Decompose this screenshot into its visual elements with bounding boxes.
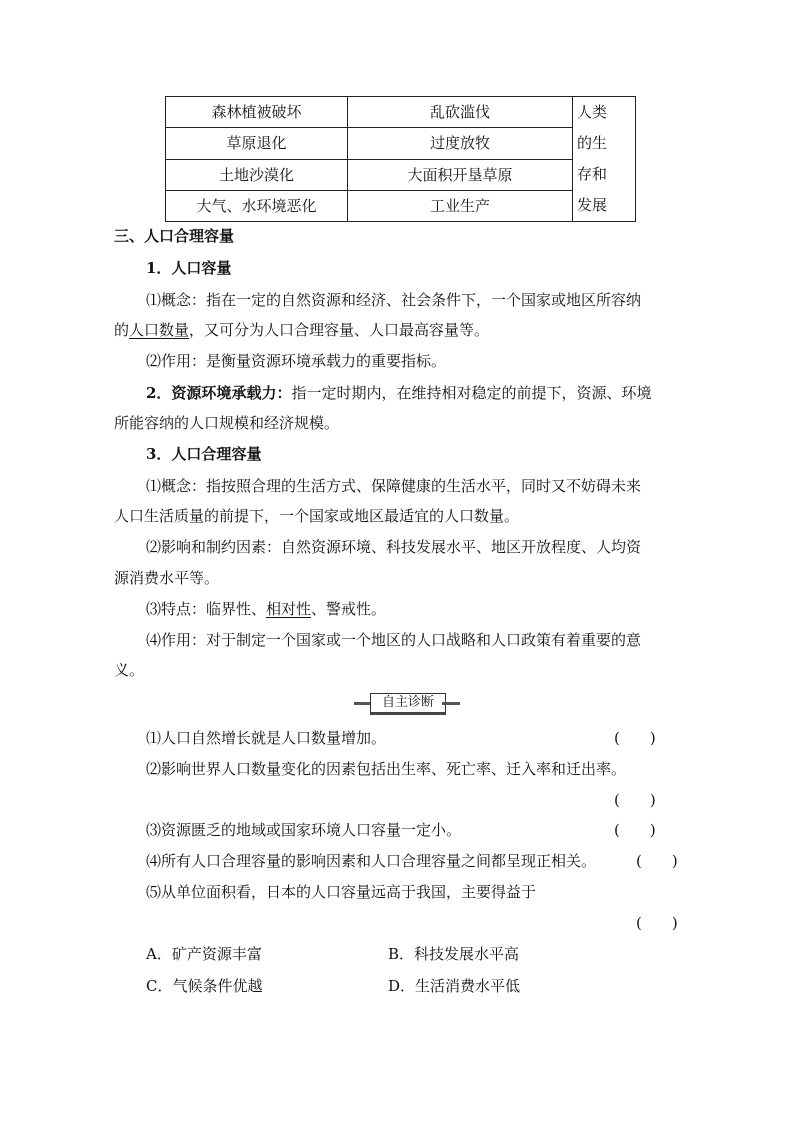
- paragraph-line: ⑵影响和制约因素：自然资源环境、科技发展水平、地区开放程度、人均资: [146, 538, 642, 556]
- table-cell-impact: [573, 97, 636, 222]
- paragraph-line: ⑷作用：对于制定一个国家或一个地区的人口战略和人口政策有着重要的意: [146, 631, 642, 649]
- table-cell-problem: 草原退化: [166, 128, 348, 159]
- answer-parentheses[interactable]: ( ): [614, 791, 656, 809]
- option-b[interactable]: B．科技发展水平高: [388, 945, 520, 963]
- table-row: [166, 190, 636, 221]
- answer-parentheses[interactable]: ( ): [614, 821, 656, 839]
- table-row: [166, 97, 636, 128]
- answer-parentheses[interactable]: ( ): [636, 914, 678, 932]
- impact-line: 存和: [577, 165, 608, 183]
- paragraph-line: 人口生活质量的前提下，一个国家或地区最适宜的人口数量。: [114, 507, 520, 525]
- environment-problems-table: [165, 96, 636, 222]
- impact-line: 人类: [577, 103, 608, 121]
- impact-line: 发展: [577, 196, 608, 214]
- option-d[interactable]: D．生活消费水平低: [388, 977, 521, 995]
- paragraph-line: 的人口数量，又可分为人口合理容量、人口最高容量等。: [114, 321, 490, 339]
- table-cell-cause: 乱砍滥伐: [348, 97, 573, 128]
- paragraph-line: 源消费水平等。: [114, 569, 220, 587]
- paragraph-line: ⑵作用：是衡量资源环境承载力的重要指标。: [146, 352, 447, 370]
- option-c[interactable]: C．气候条件优越: [146, 977, 263, 995]
- section-heading: 三、人口合理容量: [114, 227, 235, 245]
- paragraph-line: 所能容纳的人口规模和经济规模。: [114, 414, 340, 432]
- question-item: ⑷所有人口合理容量的影响因素和人口合理容量之间都呈现正相关。: [146, 852, 597, 870]
- subsection-heading: 1．人口容量: [146, 259, 232, 277]
- table-cell-problem: 森林植被破坏: [166, 97, 348, 128]
- paragraph-line: ⑴概念：指在一定的自然资源和经济、社会条件下，一个国家或地区所容纳: [146, 291, 642, 309]
- subsection-heading: 3．人口合理容量: [146, 445, 262, 463]
- answer-parentheses[interactable]: ( ): [636, 852, 678, 870]
- table-cell-cause: 大面积开垦草原: [348, 159, 573, 190]
- term-heading: 2．资源环境承载力：: [146, 384, 292, 402]
- table-row: [166, 159, 636, 190]
- table-row: [166, 128, 636, 159]
- question-item: ⑵影响世界人口数量变化的因素包括出生率、死亡率、迁入率和迁出率。: [146, 760, 627, 778]
- badge-label: 自主诊断: [370, 693, 446, 715]
- self-diagnosis-badge: [354, 693, 460, 713]
- paragraph-line: ⑴概念：指按照合理的生活方式、保障健康的生活水平，同时又不妨碍未来: [146, 477, 642, 495]
- answer-parentheses[interactable]: ( ): [614, 729, 656, 747]
- impact-line: 的生: [577, 134, 608, 152]
- paragraph-line: 2．资源环境承载力：指一定时期内，在维持相对稳定的前提下，资源、环境: [146, 384, 652, 402]
- underlined-term: 相对性: [266, 600, 312, 618]
- question-item: ⑴人口自然增长就是人口数量增加。: [146, 729, 387, 747]
- option-a[interactable]: A．矿产资源丰富: [146, 945, 262, 963]
- question-item: ⑸从单位面积看，日本的人口容量远高于我国，主要得益于: [146, 883, 537, 901]
- table-cell-cause: 过度放牧: [348, 128, 573, 159]
- table-cell-problem: 大气、水环境恶化: [166, 190, 348, 221]
- underlined-term: 人口数量: [129, 321, 190, 339]
- paragraph-line: 义。: [114, 661, 145, 679]
- paragraph-line: ⑶特点：临界性、相对性、警戒性。: [146, 600, 387, 618]
- table-cell-cause: 工业生产: [348, 190, 573, 221]
- question-item: ⑶资源匮乏的地域或国家环境人口容量一定小。: [146, 821, 462, 839]
- table-cell-problem: 土地沙漠化: [166, 159, 348, 190]
